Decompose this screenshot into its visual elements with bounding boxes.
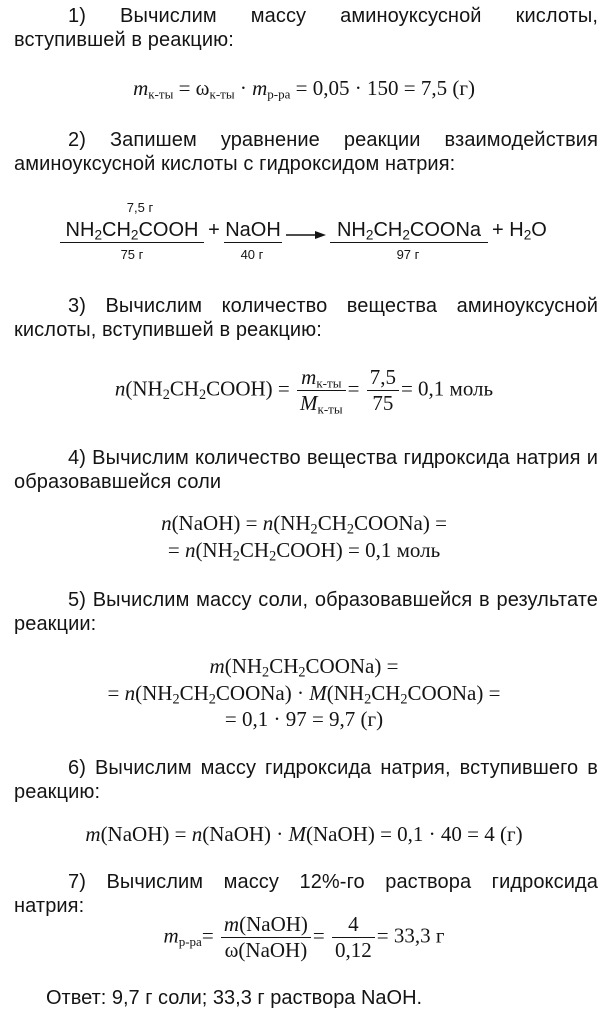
water-o: O — [531, 219, 547, 241]
formula-5-eq: = — [107, 681, 125, 705]
formula-6-M: M — [288, 822, 307, 846]
formula-3-cooh: COOH) = — [206, 376, 290, 401]
formula-7-fraction-1 — [221, 912, 311, 963]
reaction-acid-molar-mass: 75 г — [120, 247, 144, 262]
formula-5-coona2: COONa) · — [215, 681, 310, 705]
formula-3-ch: CH — [169, 376, 200, 401]
formula-7-num-m: m — [223, 912, 240, 936]
formula-3-eq2: = — [347, 376, 360, 401]
formula-1-dot: · — [234, 76, 253, 100]
formula-7-num-rest: (NaOH) — [239, 912, 308, 936]
salt-sub-1: 2 — [365, 227, 374, 243]
salt-coona: COONa — [409, 219, 482, 241]
formula-3-fraction-1 — [297, 365, 346, 416]
formula-5-ch2: CH — [179, 681, 209, 705]
formula-1-omega-sub: к-ты — [209, 86, 235, 102]
formula-6-n: n — [191, 822, 203, 846]
reaction-base-molar-mass: 40 г — [240, 247, 264, 262]
formula-5-result: = 0,1 · 97 = 9,7 (г) — [224, 707, 384, 731]
formula-1-eq: = — [173, 76, 196, 100]
formula-3-fraction-2 — [367, 365, 399, 416]
formula-5-nh2: (NH — [135, 681, 173, 705]
reaction-salt — [330, 218, 488, 243]
formula-5-m: m — [209, 654, 225, 678]
reaction-equation — [0, 196, 608, 286]
formula-7-rest: = 33,3 г — [376, 923, 445, 948]
formula-7-eq: = — [201, 923, 214, 948]
acid-sub-1: 2 — [94, 227, 102, 243]
formula-5-line-1 — [0, 654, 608, 679]
formula-5-sub-3: 2 — [172, 691, 180, 708]
formula-4-ch: CH — [317, 511, 347, 535]
reaction-water — [492, 218, 564, 242]
formula-1-m2-sub: р-ра — [267, 86, 291, 102]
formula-3-rest: = 0,1 моль — [400, 376, 494, 401]
reaction-acid-mass-given: 7,5 г — [126, 200, 154, 215]
formula-5-M: M — [309, 681, 327, 705]
step-1-text: 1) Вычислим массу аминоуксусной кислоты, вступившей в реакцию: — [14, 5, 598, 51]
formula-6-result: (NaOH) = 0,1 · 40 = 4 (г) — [306, 822, 523, 846]
reaction-plus-1: + — [208, 219, 220, 241]
formula-3-n: n — [114, 376, 126, 401]
formula-6 — [0, 822, 608, 847]
formula-6-naoh: (NaOH) = — [100, 822, 192, 846]
formula-3-den-sub: к-ты — [317, 401, 343, 417]
formula-4-sub-1: 2 — [310, 521, 318, 538]
reaction-arrow-icon — [286, 230, 326, 240]
formula-3-sub-2: 2 — [199, 387, 207, 404]
formula-5-line-3 — [0, 707, 608, 732]
formula-7-m: m — [163, 923, 179, 948]
water-h: + H — [492, 219, 524, 241]
formula-1-m-sub: к-ты — [148, 86, 174, 102]
formula-4-naoh: (NaOH) = — [171, 511, 263, 535]
formula-4-nh: (NH — [273, 511, 311, 535]
step-7-text: 7) Вычислим массу 12%-го раствора гидроксида натрия: — [14, 871, 598, 917]
acid-ch: CH — [102, 219, 131, 241]
formula-3-nh: (NH — [125, 376, 163, 401]
reaction-acid — [60, 218, 204, 243]
formula-4-nh2: (NH — [195, 538, 233, 562]
formula-4-n1: n — [161, 511, 172, 535]
formula-5-line-2 — [0, 681, 608, 706]
formula-1 — [0, 76, 608, 101]
reaction-base: NaOH — [225, 219, 281, 241]
acid-cooh: COOH — [138, 219, 199, 241]
formula-4-coona: COONa) = — [354, 511, 447, 535]
formula-1-omega: ω — [195, 76, 210, 100]
formula-3-sub-1: 2 — [162, 387, 170, 404]
formula-3-num-sub: к-ты — [316, 375, 342, 391]
reaction-salt-molar-mass: 97 г — [396, 247, 420, 262]
step-6-text: 6) Вычислим массу гидроксида натрия, вступившего в реакцию: — [14, 757, 598, 803]
formula-7-num2: 4 — [332, 912, 375, 938]
formula-5-sub-4: 2 — [208, 691, 216, 708]
formula-4-line-1 — [0, 511, 608, 536]
formula-5-sub-5: 2 — [364, 691, 372, 708]
step-2-text: 2) Запишем уравнение реакции взаимодействия аминоуксусной кислоты с гидроксидом натрия: — [14, 129, 598, 175]
formula-4-sub-3: 2 — [232, 548, 240, 565]
salt-ch: CH — [373, 219, 403, 241]
formula-3-num-m: m — [301, 365, 317, 389]
formula-4-result: COOH) = 0,1 моль — [276, 538, 441, 562]
formula-7-den: ω(NaOH) — [224, 938, 308, 963]
step-4-text: 4) Вычислим количество вещества гидроксида натрия и образовавшейся соли — [14, 447, 598, 493]
formula-3 — [0, 365, 608, 416]
formula-4-n3: n — [184, 538, 196, 562]
formula-4-line-2 — [0, 538, 608, 563]
formula-5-nh: (NH — [224, 654, 263, 678]
step-3-text: 3) Вычислим количество вещества аминоуксусной кислоты, вступившей в реакцию: — [14, 295, 598, 341]
formula-1-m: m — [133, 76, 149, 100]
formula-1-rest: = 0,05 · 150 = 7,5 (г) — [290, 76, 475, 100]
formula-4-ch2: CH — [239, 538, 270, 562]
formula-4-eq: = — [167, 538, 185, 562]
formula-6-m: m — [85, 822, 101, 846]
water-sub: 2 — [523, 227, 532, 243]
formula-5-coona3: COONa) = — [407, 681, 501, 705]
formula-3-num2: 7,5 — [367, 365, 399, 391]
formula-3-den-m: M — [300, 391, 318, 416]
formula-5-coona: COONa) = — [305, 654, 399, 678]
acid-nh: NH — [65, 219, 95, 241]
formula-1-m2: m — [252, 76, 268, 100]
formula-4-sub-4: 2 — [269, 548, 277, 565]
formula-7-eq2: = — [312, 923, 325, 948]
formula-5-ch: CH — [269, 654, 299, 678]
formula-6-naoh2: (NaOH) · — [202, 822, 289, 846]
acid-sub-2: 2 — [130, 227, 139, 243]
formula-7 — [0, 912, 608, 963]
formula-4-n2: n — [262, 511, 274, 535]
formula-5-ch3: CH — [371, 681, 401, 705]
salt-nh: NH — [336, 219, 366, 241]
step-5-text: 5) Вычислим массу соли, образовавшейся в результате реакции: — [14, 589, 598, 635]
formula-5-sub-6: 2 — [400, 691, 408, 708]
formula-5-n: n — [124, 681, 136, 705]
formula-4-sub-2: 2 — [346, 521, 355, 538]
formula-3-den2: 75 — [372, 391, 394, 416]
formula-5-sub-1: 2 — [262, 664, 270, 681]
answer-text: Ответ: 9,7 г соли; 33,3 г раствора NaOH. — [46, 987, 423, 1009]
salt-sub-2: 2 — [402, 227, 410, 243]
formula-7-den2: 0,12 — [335, 938, 372, 963]
formula-5-nh3: (NH — [326, 681, 365, 705]
formula-7-m-sub: р-ра — [178, 933, 202, 949]
formula-7-fraction-2 — [332, 912, 375, 963]
formula-5-sub-2: 2 — [298, 664, 306, 681]
